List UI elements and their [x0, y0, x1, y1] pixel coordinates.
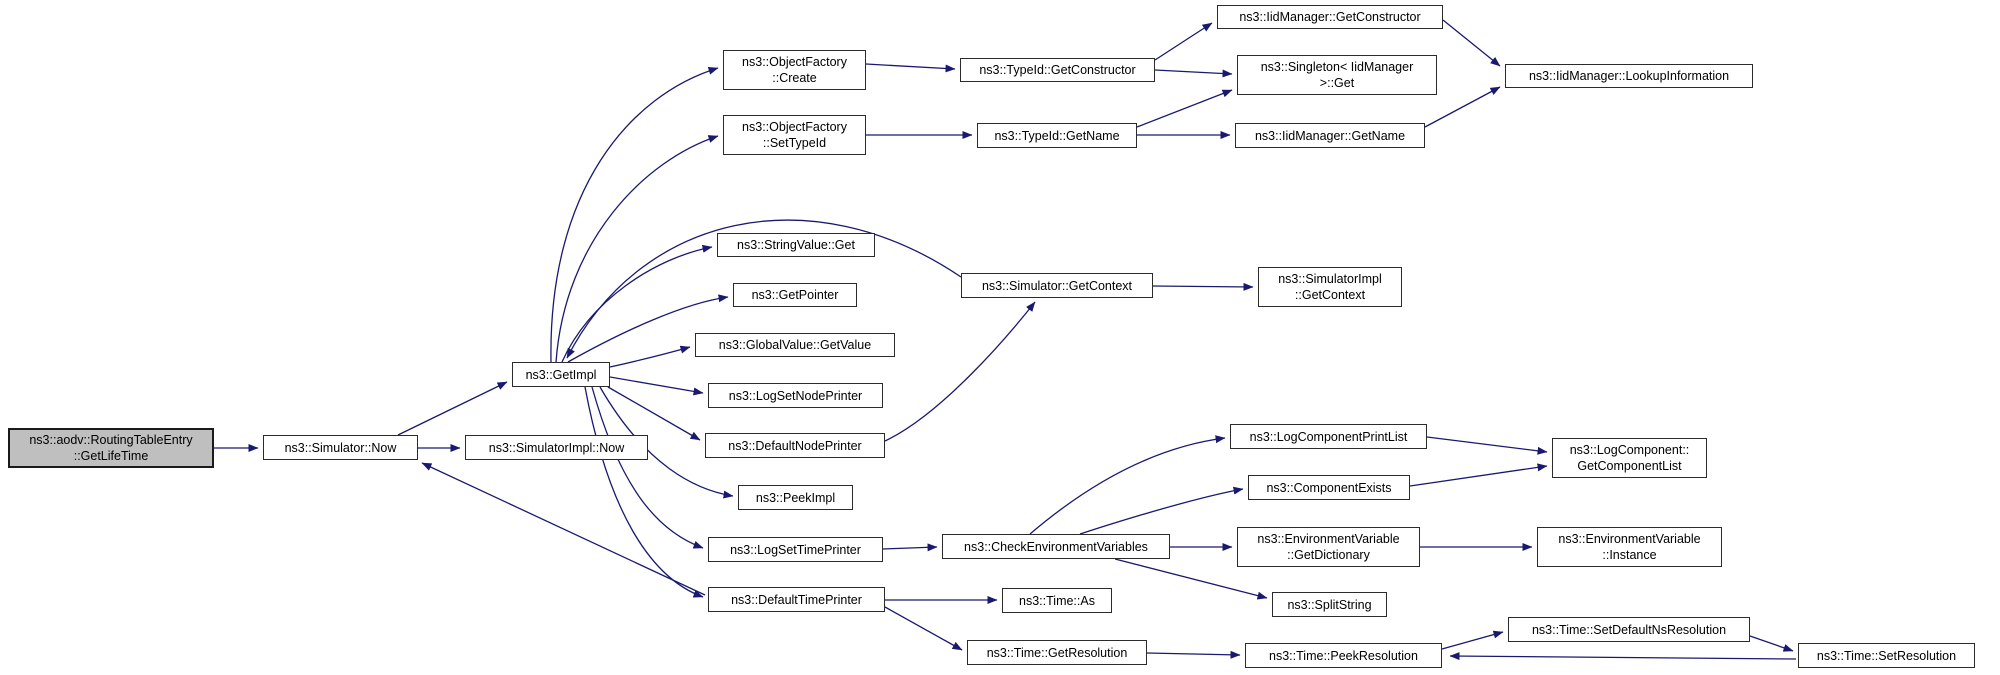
- edge-getImpl-defNode: [608, 387, 700, 440]
- node-label-line: ns3::Simulator::Now: [284, 440, 397, 455]
- node-ofSetTypeId[interactable]: [723, 115, 866, 155]
- node-simNow[interactable]: [263, 435, 418, 460]
- edge-logCompPrint-logCompList: [1427, 437, 1547, 452]
- edge-checkEnv-compExists: [1080, 489, 1243, 534]
- node-getImpl[interactable]: [512, 362, 610, 387]
- node-label-line: ns3::Time::SetResolution: [1816, 648, 1957, 663]
- node-label-line: ns3::LogComponentPrintList: [1249, 429, 1408, 444]
- edge-tidGetName-singleton: [1137, 90, 1232, 127]
- node-ofCreate[interactable]: [723, 50, 866, 90]
- node-label-line: ns3::aodv::RoutingTableEntry: [29, 433, 193, 447]
- node-strGet[interactable]: [717, 233, 875, 257]
- node-simImplGetCtx[interactable]: [1258, 267, 1402, 307]
- node-label-line: ns3::TypeId::GetName: [994, 128, 1120, 143]
- edge-getImpl-ofSetTypeId: [556, 136, 718, 362]
- node-label-line: ::GetDictionary: [1287, 548, 1370, 562]
- edge-timeGetRes-timePeekRes: [1147, 653, 1240, 655]
- edge-timePeekRes-setDefNsRes: [1442, 632, 1503, 649]
- edge-defNode-simGetCtx: [885, 302, 1035, 441]
- node-label-line: ns3::IidManager::LookupInformation: [1528, 69, 1730, 83]
- node-label-line: ns3::IidManager::GetName: [1254, 128, 1406, 143]
- edge-defTime-timeGetRes: [885, 607, 962, 650]
- node-envGetDict[interactable]: [1237, 527, 1420, 567]
- node-compExists[interactable]: [1248, 475, 1410, 500]
- node-lookupInfo[interactable]: [1505, 64, 1753, 88]
- node-logCompPrint[interactable]: [1230, 424, 1427, 449]
- node-label-line: ns3::EnvironmentVariable: [1558, 532, 1701, 546]
- node-envInstance[interactable]: [1537, 527, 1722, 567]
- node-timePeekRes[interactable]: [1245, 643, 1442, 668]
- edge-getImpl-logSetNode: [610, 377, 703, 393]
- node-gvGetValue[interactable]: [695, 333, 895, 357]
- edge-setRes-timePeekRes: [1450, 656, 1796, 659]
- node-label-line: ns3::GetPointer: [751, 288, 839, 302]
- edge-tidGetCtor-singleton: [1155, 70, 1232, 74]
- node-simGetCtx[interactable]: [961, 273, 1153, 298]
- edge-simGetCtx-simImplGetCtx: [1153, 286, 1253, 287]
- node-peekImpl[interactable]: [738, 485, 853, 510]
- node-getLifeTime: [8, 428, 214, 468]
- node-label-line: ::GetLifeTime: [73, 449, 149, 463]
- node-setDefNsRes[interactable]: [1508, 617, 1750, 642]
- node-label-line: ns3::EnvironmentVariable: [1257, 532, 1400, 546]
- edge-getImpl-defTime: [585, 387, 703, 597]
- node-label-line: ns3::StringValue::Get: [737, 238, 855, 252]
- edge-simNow-getImpl: [398, 382, 507, 435]
- node-timeGetRes[interactable]: [967, 640, 1147, 665]
- node-label-line: ns3::DefaultTimePrinter: [731, 592, 862, 607]
- node-label-line: ns3::SimulatorImpl::Now: [488, 440, 625, 455]
- node-getPointer[interactable]: [733, 283, 857, 307]
- node-label-line: ::Instance: [1602, 548, 1657, 562]
- node-label-line: ns3::TypeId::GetConstructor: [979, 63, 1136, 77]
- node-logCompList[interactable]: [1552, 438, 1707, 478]
- node-logSetTime[interactable]: [708, 537, 883, 562]
- node-tidGetName[interactable]: [977, 123, 1137, 148]
- node-label-line: ns3::ObjectFactory: [742, 55, 847, 69]
- node-iidGetName[interactable]: [1235, 123, 1425, 148]
- node-label-line: ::GetContext: [1294, 288, 1366, 302]
- node-timeAs[interactable]: [1002, 588, 1112, 613]
- node-label-line: ns3::GetImpl: [525, 367, 597, 382]
- node-label-line: ns3::Time::GetResolution: [986, 645, 1128, 660]
- node-label-line: ns3::GlobalValue::GetValue: [718, 338, 872, 352]
- node-label-line: ns3::LogComponent::: [1569, 443, 1690, 457]
- edge-getImpl-strGet: [562, 247, 712, 362]
- node-label-line: ns3::ObjectFactory: [742, 120, 847, 134]
- node-label-line: ns3::Simulator::GetContext: [981, 278, 1133, 293]
- edge-logSetTime-checkEnv: [883, 547, 937, 549]
- node-checkEnv[interactable]: [942, 534, 1170, 559]
- node-label-line: ::Create: [772, 71, 817, 85]
- node-label-line: ns3::CheckEnvironmentVariables: [964, 539, 1148, 554]
- node-defNode[interactable]: [705, 433, 885, 458]
- edge-getImpl-logSetTime: [592, 387, 703, 548]
- node-singleton[interactable]: [1237, 55, 1437, 95]
- node-label-line: ns3::LogSetNodePrinter: [728, 388, 863, 403]
- node-label-line: ns3::SimulatorImpl: [1278, 272, 1382, 286]
- node-label-line: GetComponentList: [1577, 459, 1682, 473]
- edge-iidGetCtor-lookupInfo: [1443, 20, 1500, 66]
- node-iidGetCtor[interactable]: [1217, 5, 1443, 29]
- node-defTime[interactable]: [708, 587, 885, 612]
- node-label-line: ns3::Time::As: [1019, 593, 1095, 608]
- edge-tidGetCtor-iidGetCtor: [1155, 23, 1212, 60]
- edge-ofCreate-tidGetCtor: [866, 64, 955, 69]
- node-logSetNode[interactable]: [708, 383, 883, 408]
- node-label-line: ns3::Time::PeekResolution: [1269, 648, 1418, 663]
- node-label-line: >::Get: [1319, 76, 1355, 90]
- node-label-line: ns3::DefaultNodePrinter: [728, 438, 862, 453]
- edge-getImpl-ofCreate: [551, 68, 718, 362]
- node-simImplNow[interactable]: [465, 435, 648, 460]
- node-splitString[interactable]: [1272, 592, 1387, 617]
- node-label-line: ::SetTypeId: [762, 136, 827, 150]
- node-label-line: ns3::LogSetTimePrinter: [730, 542, 861, 557]
- node-label-line: ns3::Singleton< IidManager: [1260, 60, 1414, 74]
- node-label-line: ns3::Time::SetDefaultNsResolution: [1531, 622, 1727, 637]
- edge-getImpl-gvGetValue: [610, 347, 690, 367]
- edge-setDefNsRes-setRes: [1750, 636, 1793, 651]
- node-label-line: ns3::ComponentExists: [1266, 480, 1392, 495]
- edge-defTime-simNow: [422, 463, 705, 595]
- edge-compExists-logCompList: [1410, 466, 1547, 486]
- node-label-line: ns3::SplitString: [1287, 597, 1372, 612]
- node-tidGetCtor[interactable]: [960, 58, 1155, 82]
- node-label-line: ns3::PeekImpl: [755, 490, 836, 505]
- node-label-line: ns3::IidManager::GetConstructor: [1239, 10, 1421, 24]
- node-setRes[interactable]: [1798, 643, 1975, 668]
